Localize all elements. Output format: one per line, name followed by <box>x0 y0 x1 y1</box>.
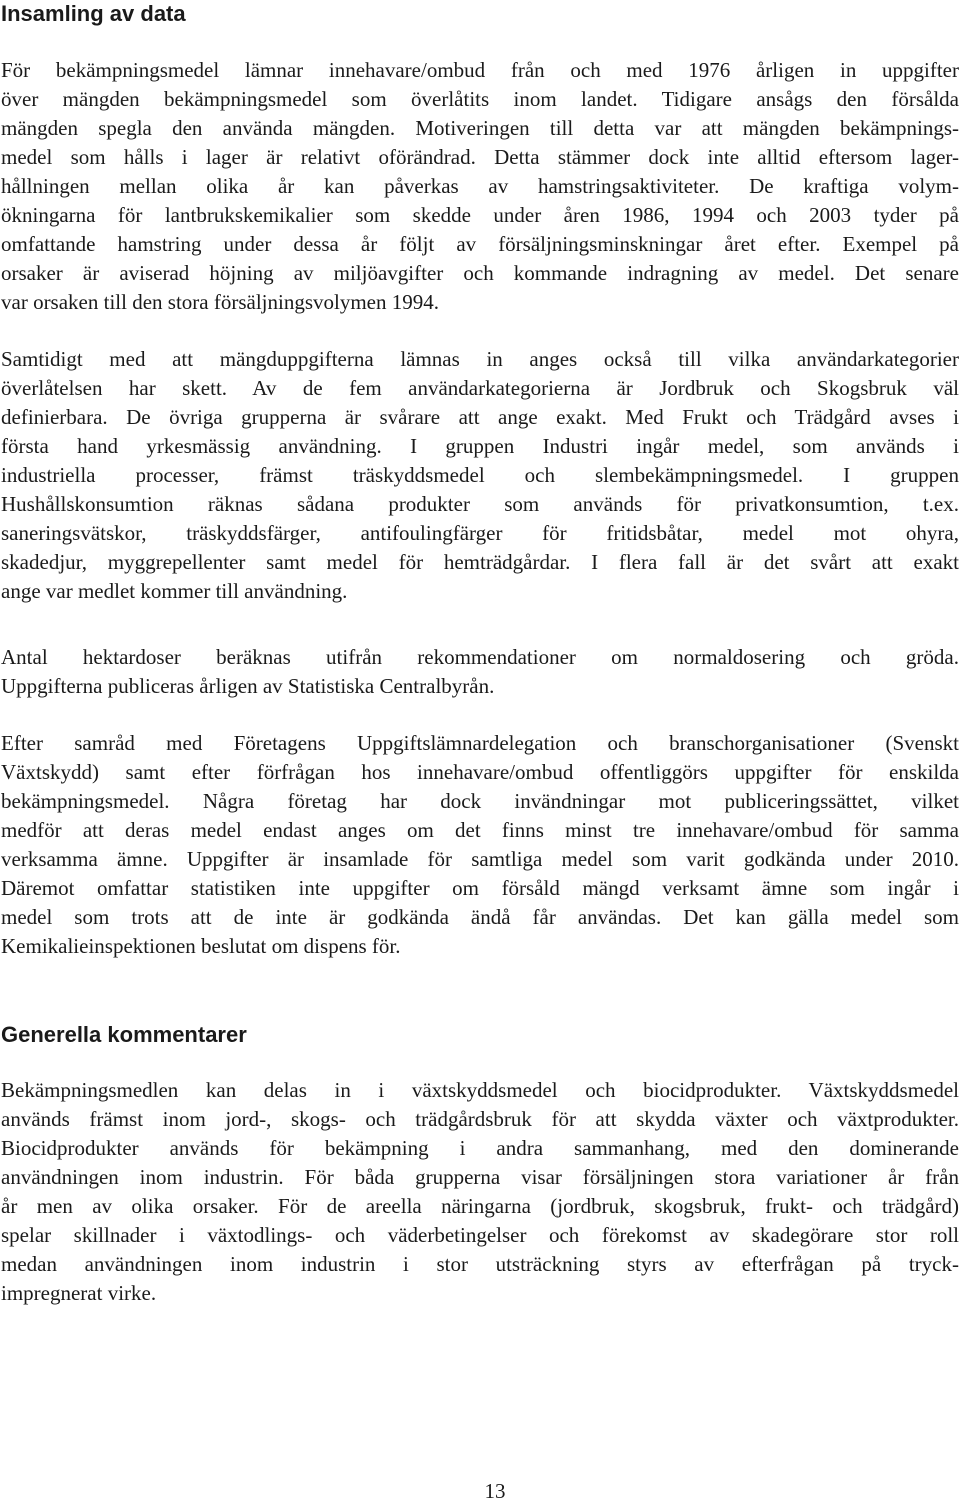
text-line: över mängden bekämpningsmedel som överlåtits inom landet. Tidigare ansågs den försålda <box>1 87 959 111</box>
text-line: Däremot omfattar statistiken inte uppgifter om försåld mängd verksamt ämne som ingår i <box>1 876 959 900</box>
text-line: skadedjur, myggrepellenter samt medel för hemträdgårdar. I flera fall är det svårt att exakt <box>1 550 959 574</box>
text-line: används främst inom jord-, skogs- och trädgårdsbruk för att skydda växter och växtprodukter. <box>1 1107 959 1131</box>
text-line: Bekämpningsmedlen kan delas in i växtskyddsmedel och biocidprodukter. Växtskyddsmedel <box>1 1078 959 1102</box>
paragraph-generella <box>1 1076 959 1308</box>
text-line: Kemikalieinspektionen beslutat om dispens för. <box>1 934 401 958</box>
text-line: mängden spegla den använda mängden. Motiveringen till detta var att mängden bekämpnings- <box>1 116 959 140</box>
text-line: första hand yrkesmässig användning. I gruppen Industri ingår medel, som används i <box>1 434 959 458</box>
text-line: Samtidigt med att mängduppgifterna lämnas in anges också till vilka användarkategorier <box>1 347 959 371</box>
text-line: definierbara. De övriga grupperna är svårare att ange exakt. Med Frukt och Trädgård avses i <box>1 405 959 429</box>
text-line: ange var medlet kommer till användning. <box>1 579 348 603</box>
text-line: impregnerat virke. <box>1 1281 157 1305</box>
text-line: bekämpningsmedel. Några företag har dock invändningar mot publiceringssättet, vilket <box>1 789 959 813</box>
text-line: För bekämpningsmedel lämnar innehavare/ombud från och med 1976 årligen in uppgifter <box>1 58 959 82</box>
text-line: orsaker är aviserad höjning av miljöavgifter och kommande indragning av medel. Det senare <box>1 261 959 285</box>
text-line: medan användningen inom industrin i stor utsträckning styrs av efterfrågan på tryck- <box>1 1252 959 1276</box>
text-line: medför att deras medel endast anges om det finns minst tre innehavare/ombud för samma <box>1 818 959 842</box>
section-heading-insamling: Insamling av data <box>1 1 186 26</box>
text-line: användningen inom industrin. För båda grupperna visar försäljningen stora variationer år från <box>1 1165 959 1189</box>
text-line: medel som hålls i lager är relativt oförändrad. Detta stämmer dock inte alltid eftersom lager- <box>1 145 959 169</box>
text-line: Biocidprodukter används för bekämpning i andra sammanhang, med den dominerande <box>1 1136 959 1160</box>
text-line: saneringsvätskor, träskyddsfärger, antifoulingfärger för fritidsbåtar, medel mot ohyra, <box>1 521 959 545</box>
text-line: medel som trots att de inte är godkända ändå får användas. Det kan gälla medel som <box>1 905 959 929</box>
text-line: Hushållskonsumtion räknas sådana produkter som används för privatkonsumtion, t.ex. <box>1 492 959 516</box>
paragraph-hamstring <box>1 56 959 317</box>
text-line: industriella processer, främst träskyddsmedel och slembekämpningsmedel. I gruppen <box>1 463 959 487</box>
section-heading-generella: Generella kommentarer <box>1 1022 247 1047</box>
paragraph-hektardoser <box>1 643 959 701</box>
text-line: var orsaken till den stora försäljningsvolymen 1994. <box>1 290 439 314</box>
text-line: omfattande hamstring under dessa år följt av försäljningsminskningar året efter. Exempel på <box>1 232 959 256</box>
text-line: överlåtelsen har skett. Av de fem användarkategorierna är Jordbruk och Skogsbruk väl <box>1 376 959 400</box>
text-line: Uppgifterna publiceras årligen av Statistiska Centralbyrån. <box>1 674 495 698</box>
text-line: Växtskydd) samt efter förfrågan hos innehavare/ombud offentliggörs uppgifter för enskilda <box>1 760 959 784</box>
paragraph-anvandarkategorier <box>1 345 959 606</box>
page-number: 13 <box>484 1479 506 1503</box>
text-line: år men av olika orsaker. För de areella näringarna (jordbruk, skogsbruk, frukt- och trädgård) <box>1 1194 959 1218</box>
text-line: spelar skillnader i växtodlings- och väderbetingelser och förekomst av skadegörare stor roll <box>1 1223 959 1247</box>
text-line: Antal hektardoser beräknas utifrån rekommendationer om normaldosering och gröda. <box>1 645 959 669</box>
text-line: verksamma ämne. Uppgifter är insamlade för samtliga medel som varit godkända under 2010. <box>1 847 959 871</box>
paragraph-publicering <box>1 729 959 961</box>
text-line: hållningen mellan olika år kan påverkas av hamstringsaktiviteter. De kraftiga volym- <box>1 174 959 198</box>
text-line: ökningarna för lantbrukskemikalier som skedde under åren 1986, 1994 och 2003 tyder på <box>1 203 959 227</box>
text-line: Efter samråd med Företagens Uppgiftslämnardelegation och branschorganisationer (Svenskt <box>1 731 959 755</box>
